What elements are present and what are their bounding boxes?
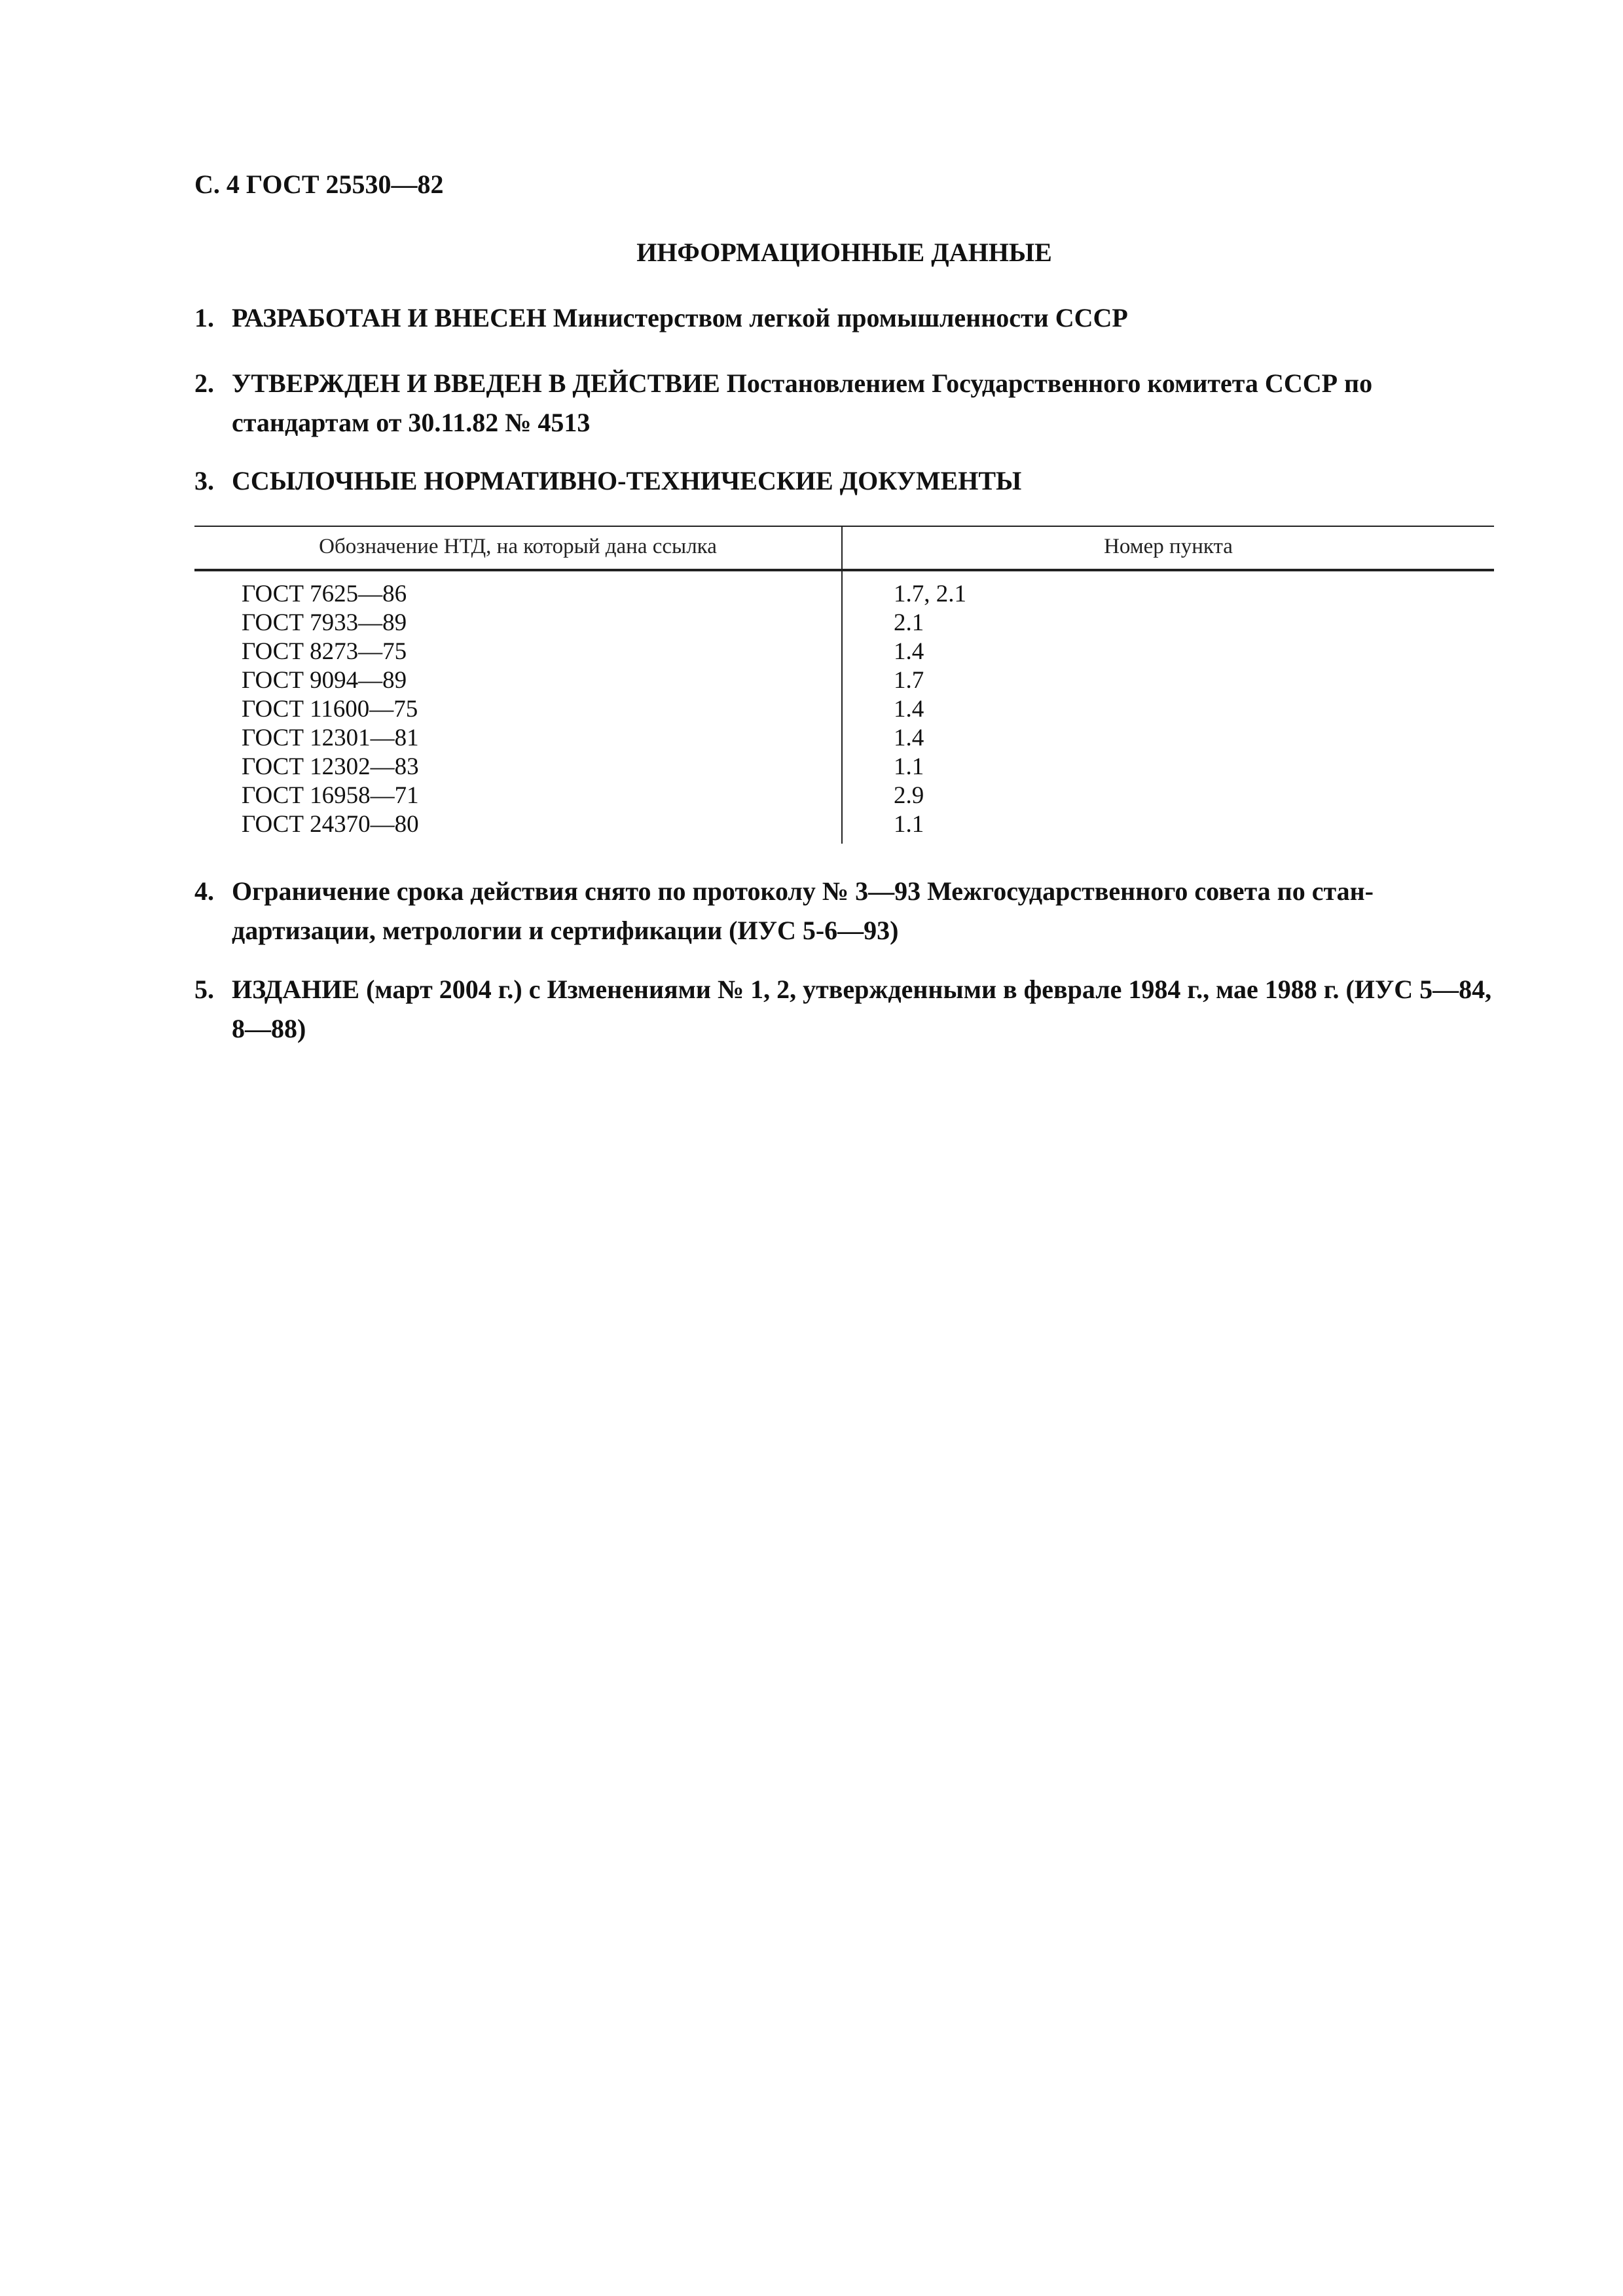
item-body — [232, 298, 1497, 338]
item-text: (март 2004 г.) с Изменениями № 1, 2, утвержденными в феврале 1984 г., мае 1988 г. (ИУС 5—84, 8—88) — [232, 975, 1492, 1043]
info-item-3 — [194, 461, 1497, 501]
table-header-clause: Номер пункта — [1104, 535, 1233, 558]
item-number: 1. — [194, 303, 214, 332]
table-cell-document: ГОСТ 9094—89 — [242, 667, 407, 694]
table-cell-clause: 1.1 — [894, 811, 924, 838]
table-row — [194, 695, 1494, 724]
table-cell-document: ГОСТ 7625—86 — [242, 581, 407, 607]
table-cell-clause: 1.1 — [894, 753, 924, 780]
page-header: С. 4 ГОСТ 25530—82 — [194, 170, 444, 199]
reference-table — [194, 526, 1494, 844]
table-body — [194, 580, 1494, 839]
table-header-rule — [194, 569, 1494, 571]
item-text: Постановлением Государственного комитета СССР по стандартам от 30.11.82 № 4513 — [232, 368, 1373, 437]
table-row — [194, 666, 1494, 695]
item-body — [232, 970, 1497, 1049]
table-row — [194, 580, 1494, 609]
info-item-2 — [194, 364, 1497, 442]
table-cell-document: ГОСТ 7933—89 — [242, 609, 407, 636]
table-header-document: Обозначение НТД, на который дана ссылка — [319, 535, 717, 558]
item-number: 2. — [194, 368, 214, 398]
table-cell-clause: 2.1 — [894, 609, 924, 636]
item-caps: ИЗДАНИЕ — [232, 975, 360, 1004]
table-cell-clause: 1.4 — [894, 725, 924, 751]
table-cell-document: ГОСТ 8273—75 — [242, 638, 407, 665]
item-caps: ССЫЛОЧНЫЕ НОРМАТИВНО-ТЕХНИЧЕСКИЕ ДОКУМЕНТЫ — [232, 466, 1022, 495]
table-row — [194, 724, 1494, 753]
item-text: Министерством легкой промышленности СССР — [546, 303, 1128, 332]
item-body — [232, 461, 1497, 501]
table-row — [194, 810, 1494, 839]
item-number: 5. — [194, 975, 214, 1004]
table-cell-clause: 1.4 — [894, 638, 924, 665]
info-item-4 — [194, 872, 1497, 950]
item-number: 3. — [194, 466, 214, 495]
item-body — [232, 872, 1497, 950]
table-cell-clause: 2.9 — [894, 782, 924, 809]
item-caps: РАЗРАБОТАН И ВНЕСЕН — [232, 303, 547, 332]
table-row — [194, 753, 1494, 781]
item-caps: УТВЕРЖДЕН И ВВЕДЕН В ДЕЙСТВИЕ — [232, 368, 720, 398]
table-cell-document: ГОСТ 24370—80 — [242, 811, 419, 838]
section-title: ИНФОРМАЦИОННЫЕ ДАННЫЕ — [636, 238, 1052, 267]
table-cell-document: ГОСТ 12301—81 — [242, 725, 419, 751]
item-body — [232, 364, 1497, 442]
info-item-5 — [194, 970, 1497, 1049]
table-row — [194, 609, 1494, 637]
table-row — [194, 781, 1494, 810]
table-cell-document: ГОСТ 12302—83 — [242, 753, 419, 780]
item-number: 4. — [194, 876, 214, 906]
table-top-rule — [194, 526, 1494, 527]
table-cell-document: ГОСТ 16958—71 — [242, 782, 419, 809]
table-cell-document: ГОСТ 11600—75 — [242, 696, 418, 723]
info-item-1 — [194, 298, 1497, 338]
table-cell-clause: 1.4 — [894, 696, 924, 723]
table-cell-clause: 1.7, 2.1 — [894, 581, 966, 607]
table-cell-clause: 1.7 — [894, 667, 924, 694]
item-text: Ограничение срока действия снято по протоколу № 3—93 Межгосударственного совета по стан-дартизации, метрологии и сертификации (ИУС 5-6—93) — [232, 876, 1374, 945]
table-row — [194, 637, 1494, 666]
